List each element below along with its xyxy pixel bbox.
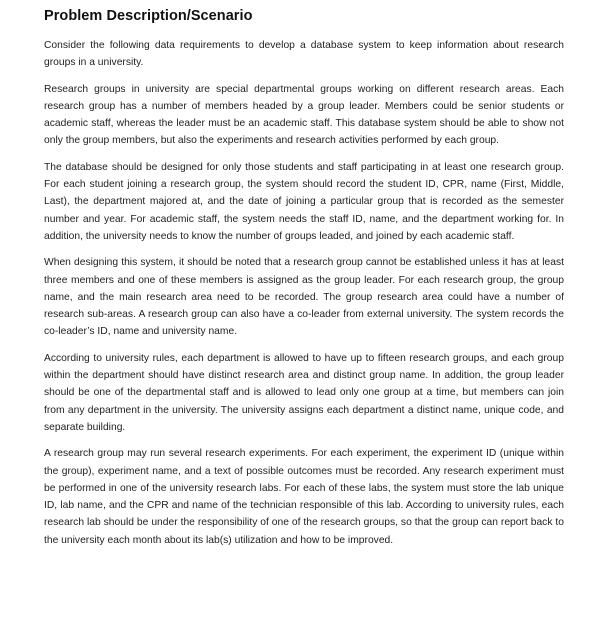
paragraph-intro: Consider the following data requirements to develop a database system to keep information about research groups in a university. [44,40,564,69]
paragraph-group-establishment: When designing this system, it should be noted that a research group cannot be established unless it has at least three members and one of these members is assigned as the group leader. For each research group, the group name, and the main research area need to be recorded. The group research area could have a number of research sub-areas. A research group can also have a co-leader from external university. The system records the co-leader’s ID, name and university name. [44,257,564,338]
paragraph-department-rules: According to university rules, each department is allowed to have up to fifteen research groups, and each group within the department should have distinct research area and distinct group name. In addition, the group leader should be one of the departmental staff and is allowed to lead only one group at a time, but members can join from any department in the university. The university assigns each department a distinct name, unique code, and separate building. [44,352,564,433]
paragraph-students-staff: The database should be designed for only those students and staff participating in at least one research group. For each student joining a research group, the system should record the student ID, CPR, name (First, Middle, Last), the department majored at, and the date of joining a particular group that is recorded as the semester number and year. For academic staff, the system needs the staff ID, name, and the department working for. In addition, the university needs to know the number of groups leaded, and joined by each academic staff. [44,161,564,242]
document-title: Problem Description/Scenario [44,8,253,24]
document-page [44,6,564,549]
paragraph-research-groups: Research groups in university are special departmental groups working on different research areas. Each research group has a number of members headed by a group leader. Members could be senior students or academic staff, whereas the leader must be an academic staff. This database system should be able to show not only the group members, but also the experiments and research activities performed by each group. [44,83,564,147]
document-body [44,37,564,549]
paragraph-experiments-labs: A research group may run several research experiments. For each experiment, the experiment ID (unique within the group), experiment name, and a text of possible outcomes must be recorded. Any research experiment must be performed in one of the university research labs. For each of these labs, the system must store the lab unique ID, lab name, and the CPR and name of the technician responsible of this lab. According to university rules, each research lab should be under the responsibility of one of the research groups, so that the group can report back to the university each month about its lab(s) utilization and how to be improved. [44,448,564,546]
